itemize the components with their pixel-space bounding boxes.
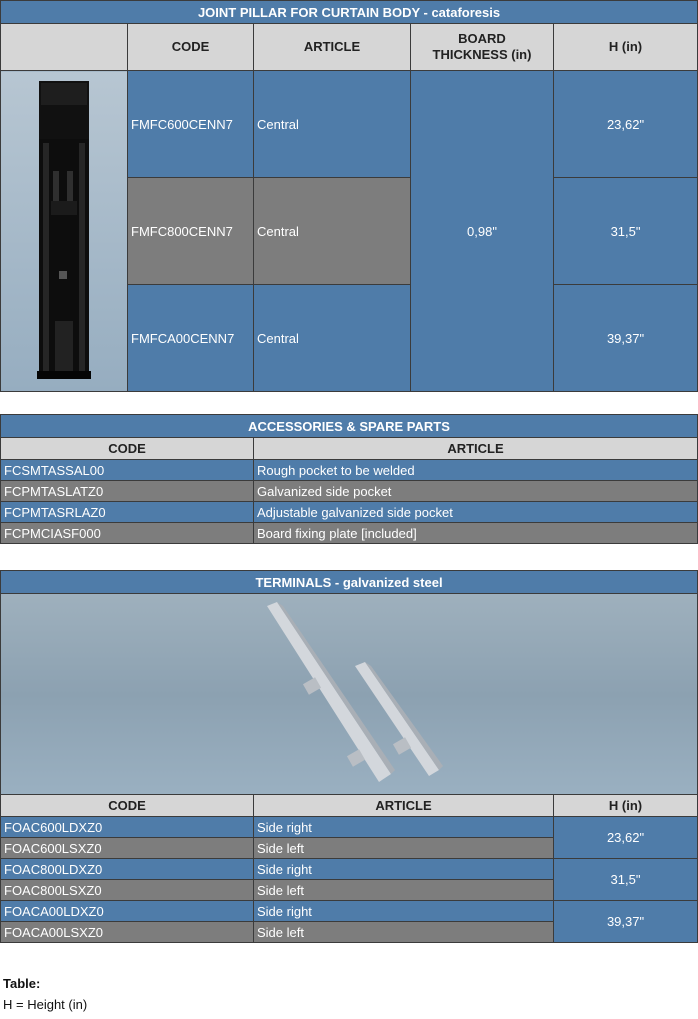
- acc-article-4: Board fixing plate [included]: [254, 523, 698, 544]
- acc-code-2: FCPMTASLATZ0: [1, 481, 254, 502]
- pillar-height-1: 23,62": [554, 71, 698, 178]
- acc-article-3: Adjustable galvanized side pocket: [254, 502, 698, 523]
- pillar-code-3: FMFCA00CENN7: [128, 285, 254, 392]
- term-code-3: FOAC800LDXZ0: [1, 859, 254, 880]
- acc-code-header: CODE: [1, 438, 254, 460]
- pillar-code-2: FMFC800CENN7: [128, 178, 254, 285]
- term-article-1: Side right: [254, 817, 554, 838]
- board-thickness-value: 0,98": [411, 71, 554, 392]
- term-height-3: 39,37": [554, 901, 698, 943]
- board-thickness-header-label: BOARD THICKNESS (in): [432, 31, 532, 62]
- accessories-table: [0, 414, 698, 544]
- term-article-3: Side right: [254, 859, 554, 880]
- term-article-2: Side left: [254, 838, 554, 859]
- acc-article-2: Galvanized side pocket: [254, 481, 698, 502]
- pillar-height-3: 39,37": [554, 285, 698, 392]
- pillar-height-2: 31,5": [554, 178, 698, 285]
- term-article-4: Side left: [254, 880, 554, 901]
- pillar-article-1: Central: [254, 71, 411, 178]
- terminals-image: [1, 594, 698, 794]
- term-height-2: 31,5": [554, 859, 698, 901]
- image-header-cell: [1, 24, 128, 71]
- height-header: H (in): [554, 24, 698, 71]
- terminals-table: [0, 570, 698, 943]
- acc-article-header: ARTICLE: [254, 438, 698, 460]
- acc-article-1: Rough pocket to be welded: [254, 460, 698, 481]
- terminals-title: TERMINALS - galvanized steel: [1, 571, 698, 594]
- joint-pillar-title: JOINT PILLAR FOR CURTAIN BODY - cataforesis: [1, 1, 698, 24]
- board-thickness-header: [411, 24, 554, 71]
- term-article-6: Side left: [254, 922, 554, 943]
- term-article-5: Side right: [254, 901, 554, 922]
- notes-legend: H = Height (in): [3, 997, 88, 1012]
- term-code-5: FOACA00LDXZ0: [1, 901, 254, 922]
- acc-code-3: FCPMTASRLAZ0: [1, 502, 254, 523]
- notes-heading: Table:: [3, 976, 41, 991]
- article-header: ARTICLE: [254, 24, 411, 71]
- terminals-photo: [1, 594, 698, 795]
- term-height-1: 23,62": [554, 817, 698, 859]
- pillar-article-3: Central: [254, 285, 411, 392]
- term-code-2: FOAC600LSXZ0: [1, 838, 254, 859]
- term-code-1: FOAC600LDXZ0: [1, 817, 254, 838]
- joint-pillar-image: [1, 71, 127, 391]
- joint-pillar-table: [0, 0, 698, 392]
- accessories-title: ACCESSORIES & SPARE PARTS: [1, 415, 698, 438]
- term-code-6: FOACA00LSXZ0: [1, 922, 254, 943]
- term-code-4: FOAC800LSXZ0: [1, 880, 254, 901]
- term-height-header: H (in): [554, 795, 698, 817]
- acc-code-4: FCPMCIASF000: [1, 523, 254, 544]
- pillar-code-1: FMFC600CENN7: [128, 71, 254, 178]
- term-article-header: ARTICLE: [254, 795, 554, 817]
- joint-pillar-photo: [1, 71, 128, 392]
- acc-code-1: FCSMTASSAL00: [1, 460, 254, 481]
- code-header: CODE: [128, 24, 254, 71]
- pillar-article-2: Central: [254, 178, 411, 285]
- term-code-header: CODE: [1, 795, 254, 817]
